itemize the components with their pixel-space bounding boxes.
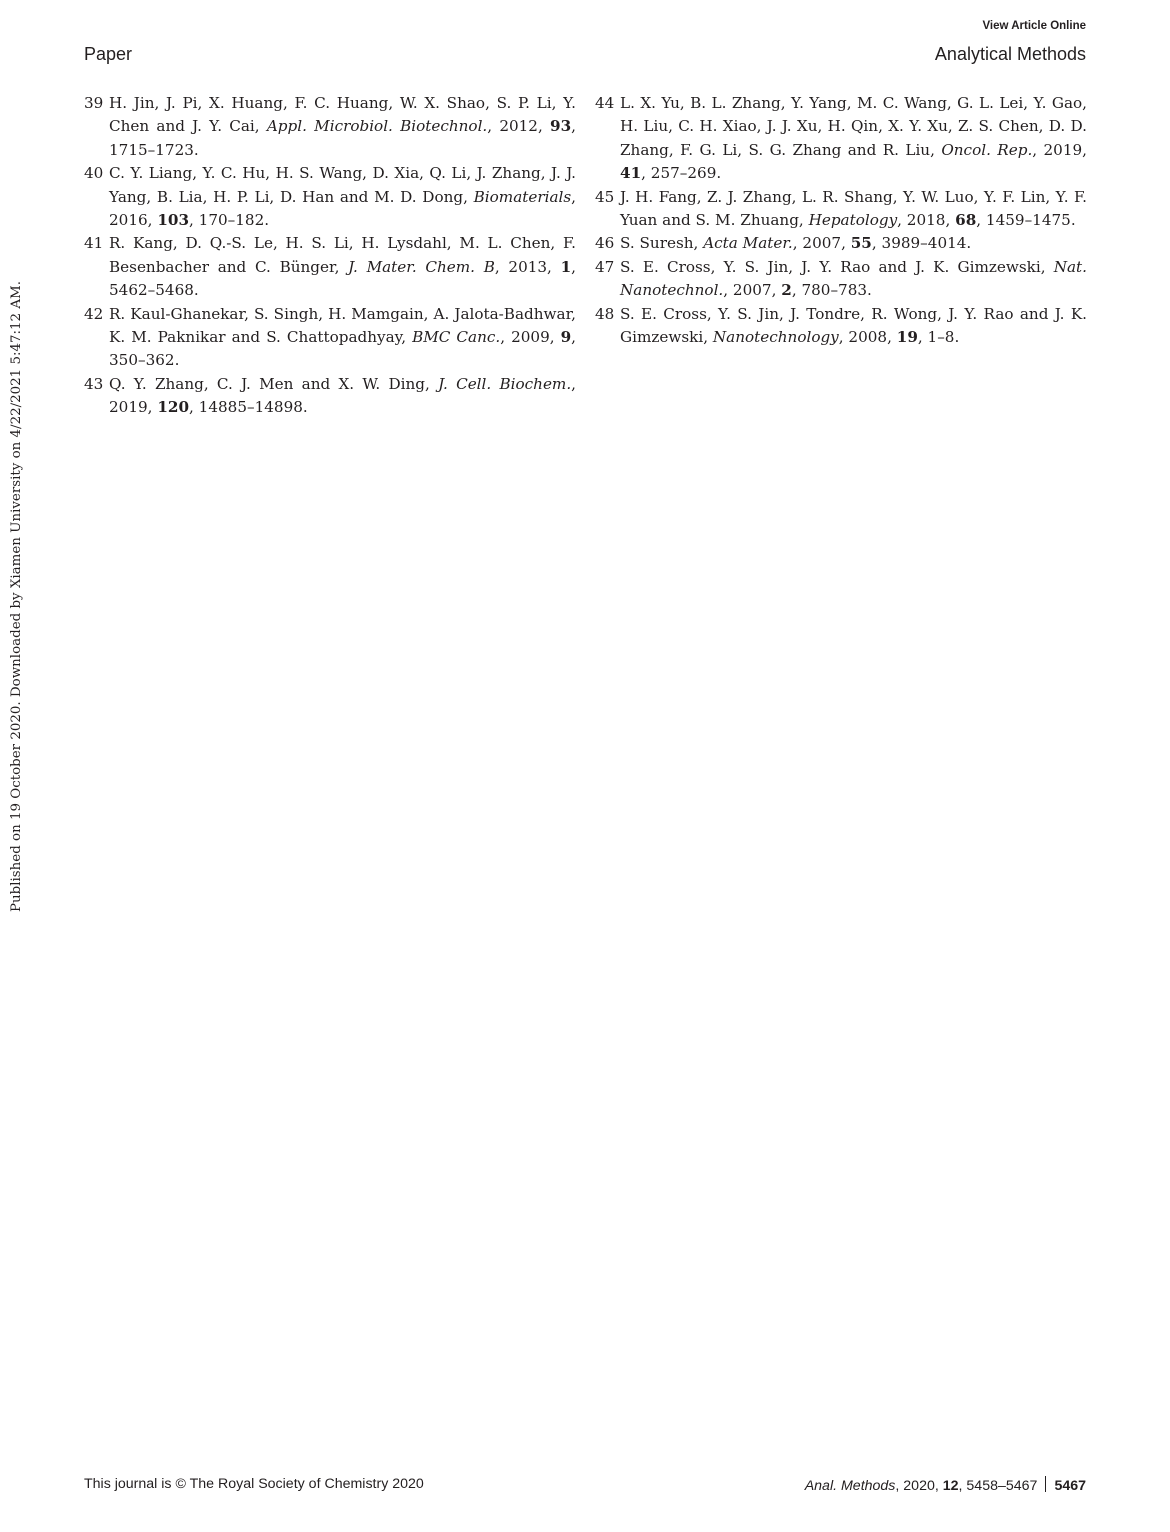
publication-note: Published on 19 October 2020. Downloaded by Xiamen University on 4/22/2021 5:47:12 AM. bbox=[9, 281, 24, 912]
reference-volume: 55 bbox=[850, 234, 872, 253]
reference-volume: 103 bbox=[157, 211, 190, 230]
reference-45: 45 J. H. Fang, Z. J. Zhang, L. R. Shang, Y. W. Luo, Y. F. Lin, Y. F. Yuan and S. M. Zhuang, Hepatology, 2018, 68, 1459–1475. bbox=[595, 187, 1087, 230]
journal-name: Analytical Methods bbox=[934, 44, 1086, 64]
reference-39: 39 H. Jin, J. Pi, X. Huang, F. C. Huang, W. X. Shao, S. P. Li, Y. Chen and J. Y. Cai, Appl. Microbiol. Biotechnol., 2012, 93, 1715–1723. bbox=[84, 94, 576, 159]
reference-volume: 120 bbox=[157, 398, 190, 417]
reference-authors: S. E. Cross, Y. S. Jin, J. Tondre, R. Wong, J. Y. Rao and J. K. Gimzewski, bbox=[620, 304, 1087, 347]
footer-volume: 12 bbox=[942, 1478, 959, 1494]
reference-volume: 93 bbox=[550, 117, 572, 136]
reference-volume: 41 bbox=[620, 164, 642, 183]
citation-footer: Anal. Methods, 2020, 12, 5458–5467 5467 bbox=[804, 1478, 1086, 1494]
page-number: 5467 bbox=[1054, 1478, 1086, 1494]
section-label: Paper bbox=[84, 44, 133, 64]
reference-41: 41 R. Kang, D. Q.-S. Le, H. S. Li, H. Lysdahl, M. L. Chen, F. Besenbacher and C. Bünger, J. Mater. Chem. B, 2013, 1, 5462–5468. bbox=[84, 234, 576, 300]
reference-volume: 9 bbox=[560, 328, 572, 347]
footer-divider bbox=[1045, 1476, 1046, 1492]
reference-journal-link[interactable]: Nanotechnology bbox=[712, 328, 839, 347]
reference-authors: R. Kaul-Ghanekar, S. Singh, H. Mamgain, A. Jalota-Badhwar, K. M. Paknikar and S. Chattopadhyay, bbox=[109, 304, 576, 347]
reference-journal-link[interactable]: Appl. Microbiol. Biotechnol. bbox=[266, 117, 488, 136]
reference-journal-link[interactable]: Biomaterials bbox=[473, 187, 572, 206]
reference-number: 41 bbox=[84, 234, 104, 253]
view-article-online-link[interactable]: View Article Online bbox=[982, 20, 1086, 32]
reference-42: 42 R. Kaul-Ghanekar, S. Singh, H. Mamgain, A. Jalota-Badhwar, K. M. Paknikar and S. Chattopadhyay, BMC Canc., 2009, 9, 350–362. bbox=[84, 304, 576, 370]
copyright-footer: This journal is © The Royal Society of Chemistry 2020 bbox=[84, 1476, 424, 1492]
reference-48: 48 S. E. Cross, Y. S. Jin, J. Tondre, R. Wong, J. Y. Rao and J. K. Gimzewski, Nanotechnology, 2008, 19, 1–8. bbox=[595, 304, 1087, 347]
reference-authors: J. H. Fang, Z. J. Zhang, L. R. Shang, Y. W. Luo, Y. F. Lin, Y. F. Yuan and S. M. Zhuang, bbox=[620, 187, 1087, 230]
references-left-column bbox=[84, 92, 576, 420]
reference-authors: H. Jin, J. Pi, X. Huang, F. C. Huang, W. X. Shao, S. P. Li, Y. Chen and J. Y. Cai, bbox=[109, 94, 576, 136]
reference-46: 46 S. Suresh, Acta Mater., 2007, 55, 3989–4014. bbox=[595, 232, 1087, 255]
reference-journal-link[interactable]: J. Mater. Chem. B bbox=[348, 257, 495, 276]
reference-number: 48 bbox=[595, 304, 615, 323]
reference-journal-link[interactable]: BMC Canc. bbox=[412, 328, 501, 347]
reference-volume: 2 bbox=[781, 281, 792, 300]
reference-journal-link[interactable]: Hepatology bbox=[808, 211, 898, 230]
references-right-column bbox=[595, 92, 1087, 349]
reference-number: 45 bbox=[595, 187, 615, 206]
reference-number: 44 bbox=[595, 94, 615, 112]
reference-authors: S. E. Cross, Y. S. Jin, J. Y. Rao and J. K. Gimzewski, bbox=[620, 257, 1054, 276]
reference-number: 43 bbox=[84, 374, 104, 393]
reference-number: 47 bbox=[595, 257, 615, 276]
reference-44: 44 L. X. Yu, B. L. Zhang, Y. Yang, M. C. Wang, G. L. Lei, Y. Gao, H. Liu, C. H. Xiao, J. J. Xu, H. Qin, X. Y. Xu, Z. S. Chen, D. D. Zhang, F. G. Li, S. G. Zhang and R. Liu, Oncol. Rep., 2019, 41, 257–269. bbox=[595, 94, 1087, 183]
reference-43: 43 Q. Y. Zhang, C. J. Men and X. W. Ding, J. Cell. Biochem., 2019, 120, 14885–14898. bbox=[84, 374, 576, 417]
reference-number: 46 bbox=[595, 234, 615, 253]
reference-number: 42 bbox=[84, 304, 104, 323]
reference-journal-link[interactable]: Acta Mater. bbox=[703, 234, 793, 253]
reference-journal-link[interactable]: Oncol. Rep. bbox=[941, 140, 1033, 159]
reference-authors: R. Kang, D. Q.-S. Le, H. S. Li, H. Lysdahl, M. L. Chen, F. Besenbacher and C. Bünger, bbox=[109, 234, 576, 276]
reference-47: 47 S. E. Cross, Y. S. Jin, J. Y. Rao and J. K. Gimzewski, Nat. Nanotechnol., 2007, 2, 780–783. bbox=[595, 257, 1087, 300]
reference-number: 40 bbox=[84, 164, 104, 183]
reference-authors: C. Y. Liang, Y. C. Hu, H. S. Wang, D. Xia, Q. Li, J. Zhang, J. J. Yang, B. Lia, H. P. Li, D. Han and M. D. Dong, bbox=[109, 164, 576, 206]
reference-authors: Q. Y. Zhang, C. J. Men and X. W. Ding, bbox=[109, 374, 439, 393]
reference-journal-link[interactable]: Nat. Nanotechnol. bbox=[620, 257, 1087, 300]
reference-volume: 68 bbox=[955, 211, 977, 230]
reference-volume: 19 bbox=[896, 328, 918, 347]
footer-journal: Anal. Methods bbox=[804, 1478, 896, 1494]
reference-authors: L. X. Yu, B. L. Zhang, Y. Yang, M. C. Wang, G. L. Lei, Y. Gao, H. Liu, C. H. Xiao, J. J. Xu, H. Qin, X. Y. Xu, Z. S. Chen, D. D. Zhang, F. G. Li, S. G. Zhang and R. Liu, bbox=[620, 94, 1087, 159]
reference-40: 40 C. Y. Liang, Y. C. Hu, H. S. Wang, D. Xia, Q. Li, J. Zhang, J. J. Yang, B. Lia, H. P. Li, D. Han and M. D. Dong, Biomaterials, 2016, 103, 170–182. bbox=[84, 164, 576, 230]
reference-number: 39 bbox=[84, 94, 104, 112]
reference-journal-link[interactable]: J. Cell. Biochem. bbox=[438, 374, 572, 393]
reference-volume: 1 bbox=[560, 257, 572, 276]
reference-authors: S. Suresh, bbox=[620, 234, 704, 253]
